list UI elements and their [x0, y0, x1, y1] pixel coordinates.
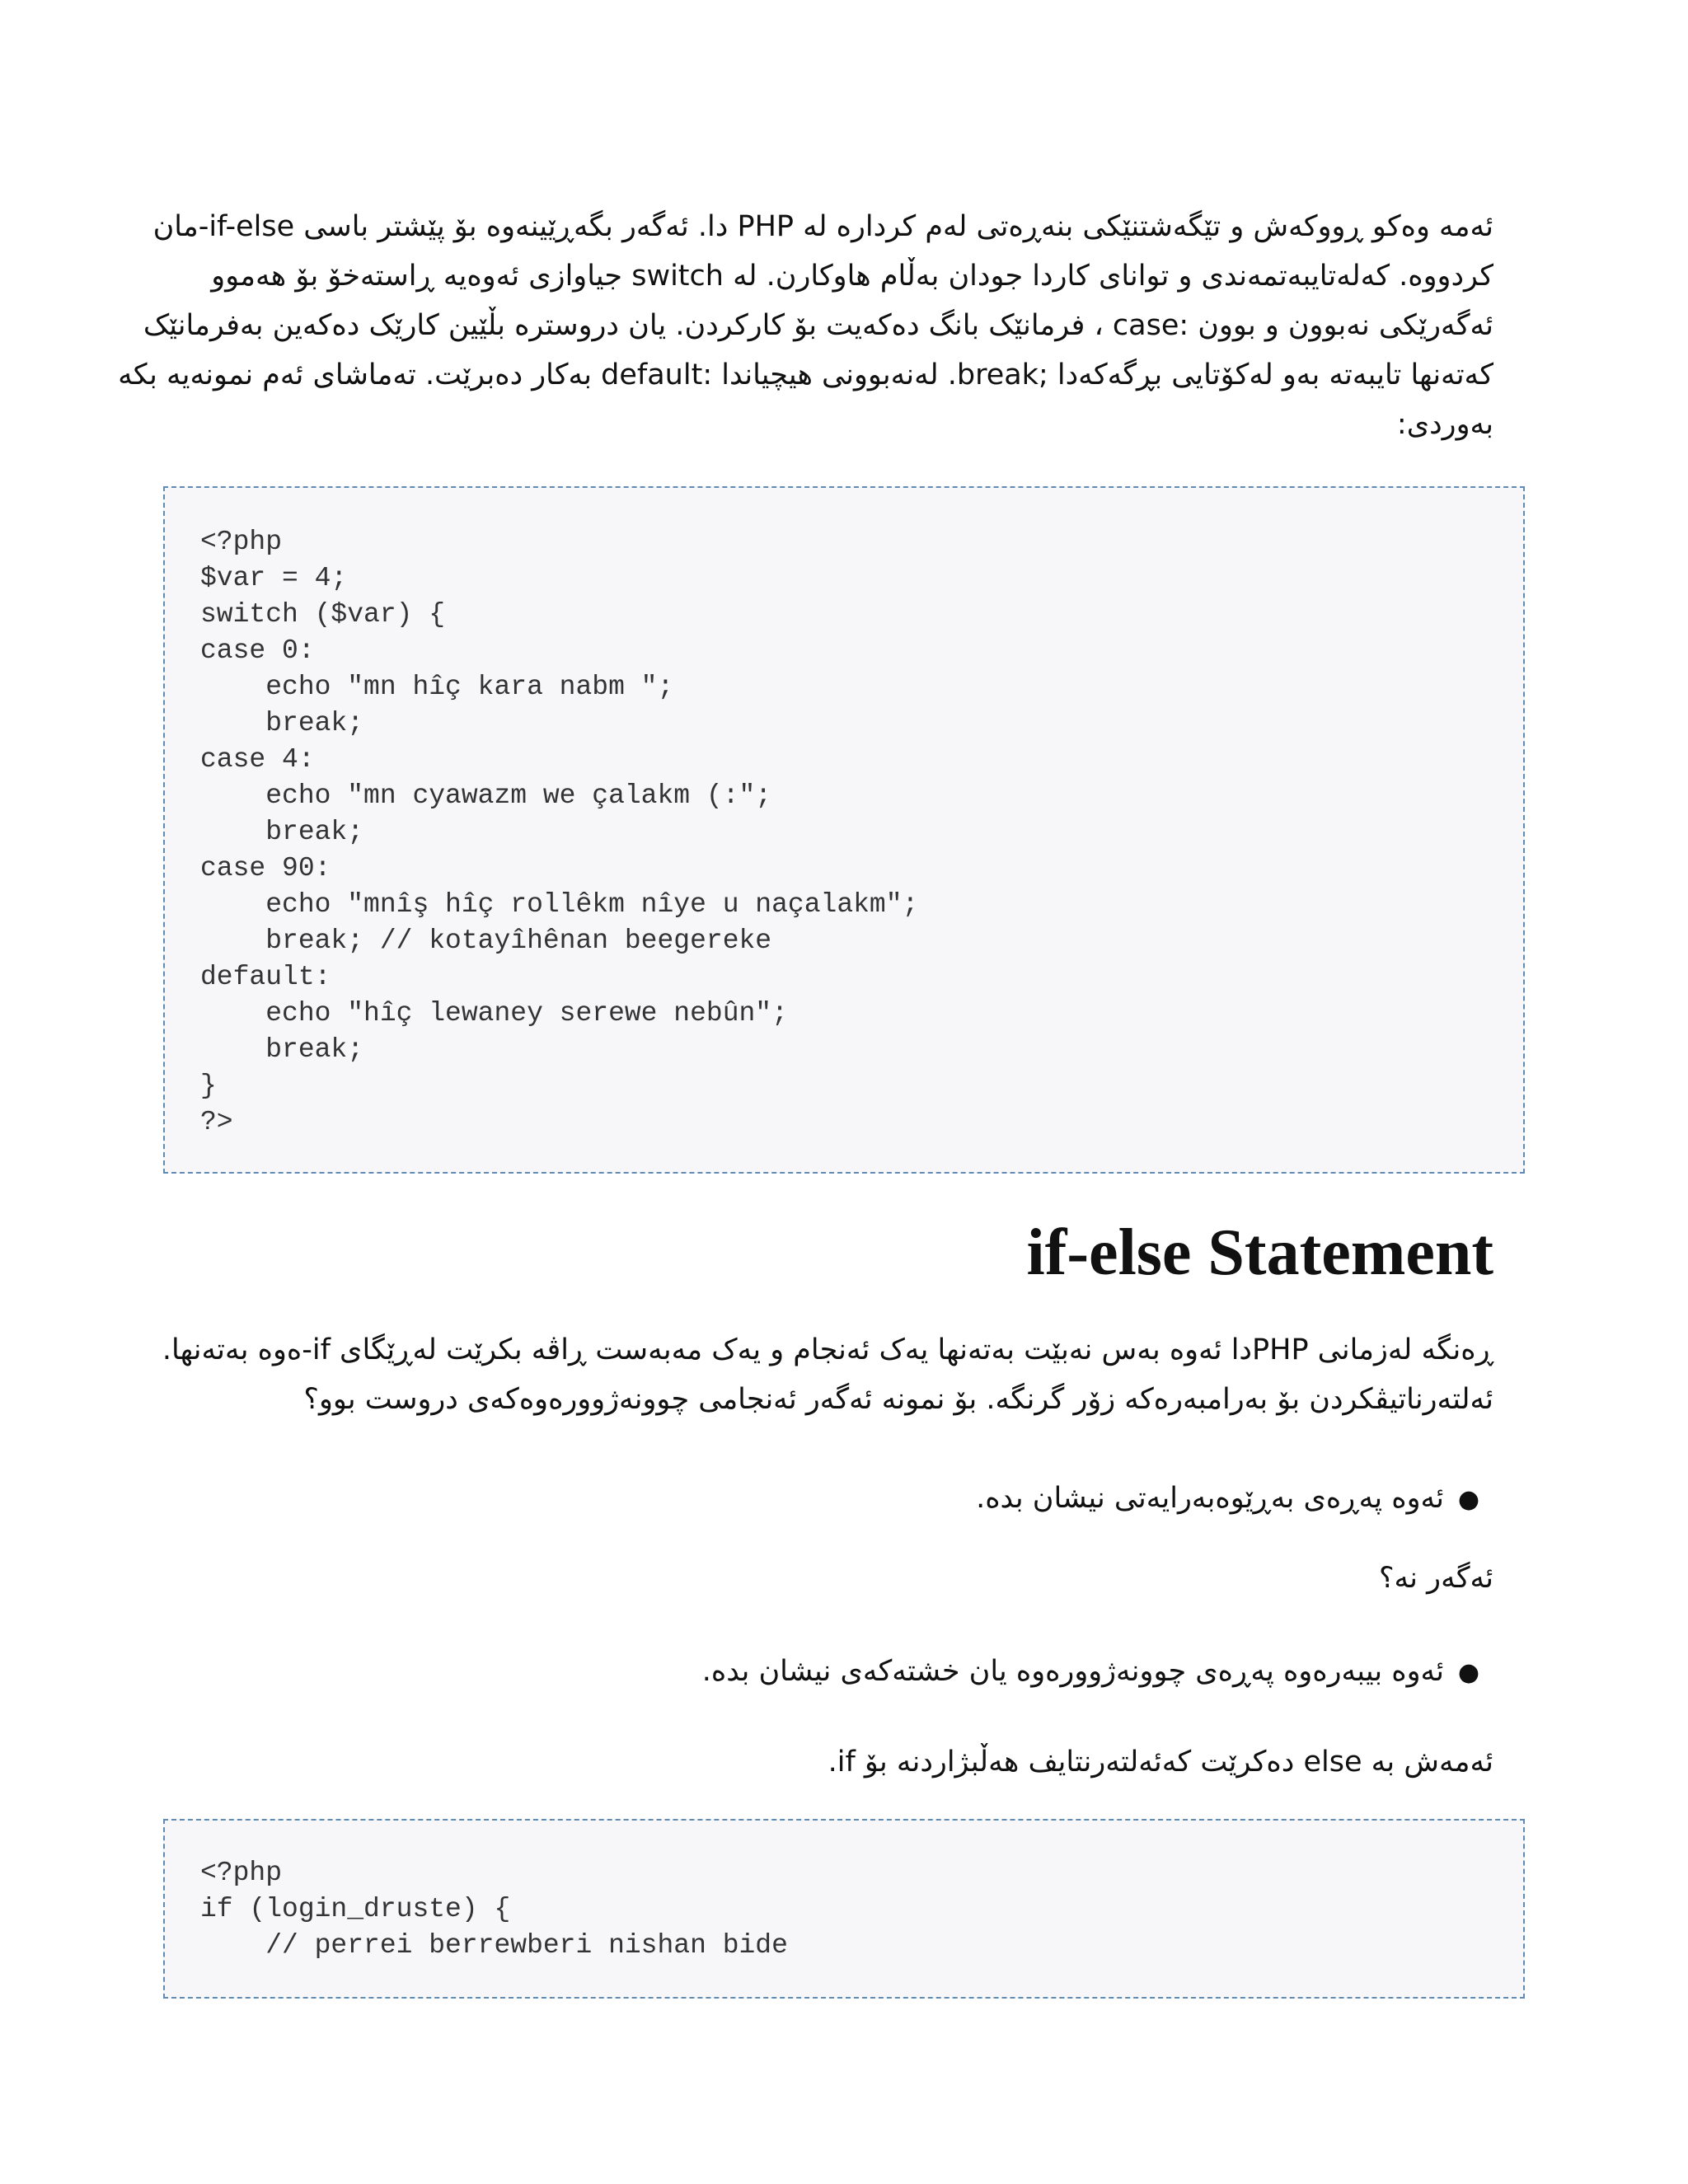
- ifelse-line-2: ئەلتەرناتیڤکردن بۆ بەرامبەرەکە زۆر گرنگە. بۆ نمونە ئەگەر ئەنجامی چوونەژوورەوەکەی دروست بوو؟: [303, 1383, 1493, 1416]
- ifelse-line-1: ڕەنگە لەزمانی PHPدا ئەوە بەس نەبێت بەتەنها یەک ئەنجام و یەک مەبەست ڕاڤە بکرێت لەڕێگای if-ەوە بەتەنها.: [162, 1333, 1493, 1366]
- bullet-item-login: [175, 1647, 1493, 1698]
- bullet-text-admin: ئەوە پەڕەی بەڕێوەبەرایەتی نیشان بدە.: [976, 1482, 1444, 1515]
- code-block-ifelse: [163, 1819, 1525, 1999]
- intro-paragraph: [118, 202, 1493, 449]
- bullet-dot-icon: ●: [1457, 1485, 1480, 1514]
- code-text-switch: <?php $var = 4; switch ($var) { case 0: echo "mn hîç kara nabm "; break; case 4: echo "mn cyawazm we çalakm (:"; break; case 90: echo "mnîş hîç rollêkm nîye u naçalakm"; break; // kotayîhênan beegereke default: echo "hîç lewaney serewe nebûn"; break; } ?>: [200, 527, 919, 1137]
- ifelse-paragraph: [162, 1325, 1493, 1424]
- intro-line-4: کەتەنها تایبەتە بەو لەکۆتایی بڕگەکەدا ;break. لەنەبوونی هیچیاندا :default بەکار دەبرێت. تەماشای ئەم نمونەیە بکە: [118, 359, 1493, 391]
- intro-line-2: کردووە. کەلەتایبەتمەندی و توانای کاردا جودان بەڵام هاوکارن. لە switch جیاوازی ئەوەیە ڕاستەخۆ بۆ هەموو: [211, 260, 1493, 293]
- intro-line-3: ئەگەرێکی نەبوون و بوون :case ، فرمانێک بانگ دەکەیت بۆ کارکردن. یان دروسترە بڵێین کارێک دەکەین بەفرمانێک: [143, 309, 1493, 342]
- question-line: ئەگەر نە؟: [1378, 1562, 1493, 1595]
- section-heading: if-else Statement: [1026, 1216, 1493, 1289]
- code-block-switch: [163, 486, 1525, 1174]
- intro-line-5: بەوردی:: [1396, 408, 1493, 441]
- code-text-ifelse: <?php if (login_druste) { // perrei berrewberi nishan bide: [200, 1858, 788, 1961]
- else-paragraph: ئەمەش بە else دەکرێت کەئەلتەرنتایف هەڵبژاردنە بۆ if.: [828, 1746, 1493, 1779]
- intro-line-1: ئەمە وەکو ڕووکەش و تێگەشتنێکی بنەڕەتی لەم کردارە لە PHP دا. ئەگەر بگەڕێینەوە بۆ پێشتر باسی if-else-مان: [152, 210, 1493, 243]
- bullet-dot-icon: ●: [1457, 1658, 1480, 1687]
- bullet-item-admin: [175, 1474, 1493, 1525]
- bullet-text-login: ئەوە بیبەرەوە پەڕەی چوونەژوورەوە یان خشتەکەی نیشان بدە.: [701, 1655, 1444, 1688]
